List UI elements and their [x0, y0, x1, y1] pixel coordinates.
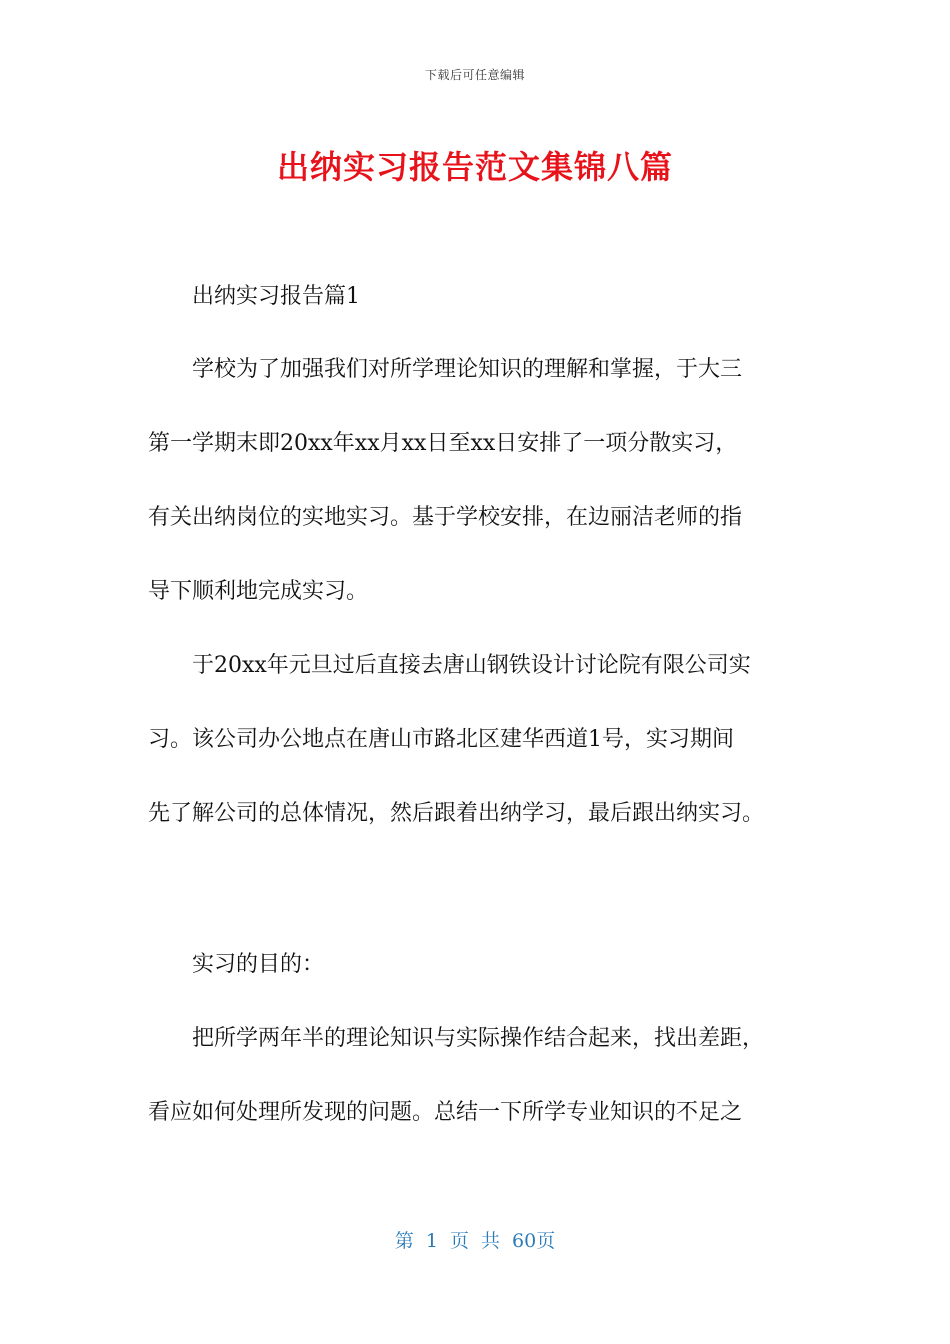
paragraph-line: 把所学两年半的理论知识与实际操作结合起来，找出差距， — [148, 1026, 765, 1051]
paragraph-line: 有关出纳岗位的实地实习。基于学校安排，在边丽洁老师的指 — [148, 505, 743, 530]
page-number: 第 1 页 共 60页 — [394, 1230, 556, 1252]
paragraph-line: 看应如何处理所发现的问题。总结一下所学专业知识的不足之 — [148, 1100, 743, 1125]
header-note: 下载后可任意编辑 — [424, 68, 525, 82]
paragraph-line: 第一学期末即20xx年xx月xx日至xx日安排了一项分散实习， — [148, 431, 738, 456]
paragraph-line: 习。该公司办公地点在唐山市路北区建华西道1号，实习期间 — [148, 727, 734, 752]
paragraph-line: 导下顺利地完成实习。 — [148, 579, 369, 604]
document-title: 出纳实习报告范文集锦八篇 — [276, 148, 673, 186]
paragraph-line: 于20xx年元旦过后直接去唐山钢铁设计讨论院有限公司实 — [148, 653, 751, 678]
paragraph-line: 实习的目的： — [148, 952, 325, 977]
paragraph-line: 学校为了加强我们对所学理论知识的理解和掌握，于大三 — [148, 357, 743, 382]
paragraph-line: 先了解公司的总体情况，然后跟着出纳学习，最后跟出纳实习。 — [148, 801, 765, 826]
paragraph-line: 出纳实习报告篇1 — [148, 284, 360, 309]
